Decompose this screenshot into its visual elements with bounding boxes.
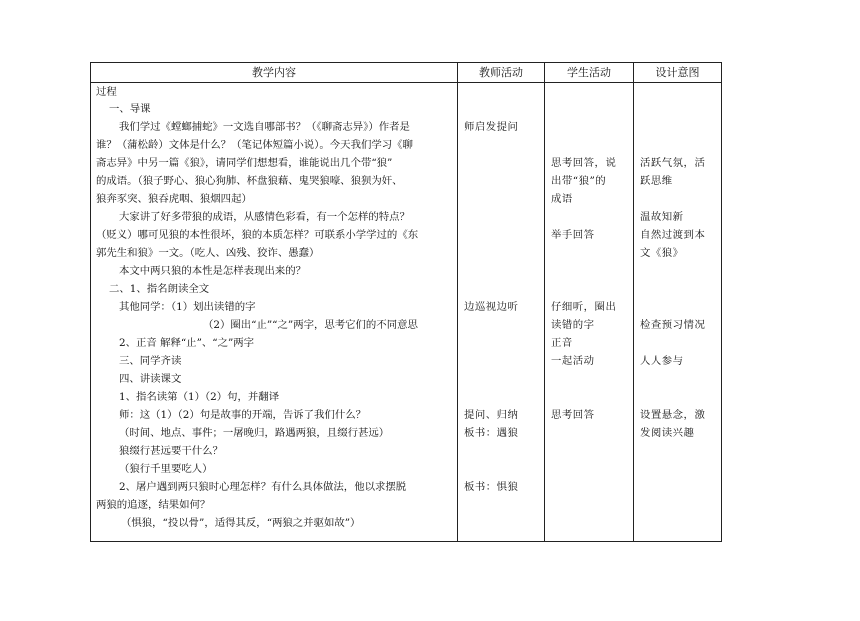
intent-line: 设置悬念，激 xyxy=(640,409,706,421)
header-student: 学生活动 xyxy=(545,63,634,83)
content-line: 三、同学齐读 xyxy=(119,355,182,367)
content-line: 师：这（1）（2）句是故事的开端，告诉了我们什么？ xyxy=(119,409,367,421)
header-teacher: 教师活动 xyxy=(458,63,545,83)
student-line: 一起活动 xyxy=(551,355,595,367)
content-line: 过程 xyxy=(96,86,117,98)
content-line: （时间、地点、事件；一屠晚归，路遇两狼，且缀行甚远） xyxy=(119,427,390,439)
student-line: 思考回答 xyxy=(551,409,595,421)
student-line: 成语 xyxy=(551,193,573,205)
intent-line: 温故知新 xyxy=(640,211,684,223)
intent-line: 发阅读兴趣 xyxy=(640,427,695,439)
content-line: 2、屠户遇到两只狼时心理怎样？有什么具体做法，他以求摆脱 xyxy=(119,481,407,493)
student-line: 思考回答，说 xyxy=(551,157,617,169)
content-line: 一、导课 xyxy=(109,103,151,115)
content-line: 大家讲了好多带狼的成语，从感情色彩看，有一个怎样的特点？ xyxy=(119,211,410,223)
intent-line: 文《狼》 xyxy=(640,247,684,259)
teacher-line: 师启发提问 xyxy=(464,121,519,133)
student-line: 出带“狼”的 xyxy=(551,175,607,187)
body-row xyxy=(91,83,722,542)
intent-line: 自然过渡到本 xyxy=(640,229,706,241)
content-line: 狼缀行甚远要干什么？ xyxy=(119,445,223,457)
content-line: 谁？（蒲松龄）文体是什么？（笔记体短篇小说）。今天我们学习《聊 xyxy=(96,139,413,151)
content-cell xyxy=(91,83,458,542)
content-line: （惧狼，“投以骨”，适得其反，“两狼之并驱如故”） xyxy=(121,517,361,529)
content-line: （狼行千里要吃人） xyxy=(119,463,213,475)
content-line: 其他同学：（1）划出读错的字 xyxy=(119,301,256,313)
teacher-cell xyxy=(458,83,545,542)
intent-line: 检查预习情况 xyxy=(640,319,706,331)
header-intent: 设计意图 xyxy=(634,63,722,83)
content-line: 狼奔豕突、狼吞虎咽、狼烟四起） xyxy=(96,193,252,205)
content-line: 斋志异》中另一篇《狼》，请同学们想想看，谁能说出几个带“狼” xyxy=(96,157,393,169)
content-line: 四、讲读课文 xyxy=(119,373,182,385)
intent-line: 人人参与 xyxy=(640,355,684,367)
intent-line: 活跃气氛，活 xyxy=(640,157,706,169)
student-line: 仔细听，圈出 xyxy=(551,301,617,313)
teacher-line: 板书：遇狼 xyxy=(464,427,519,439)
student-line: 正音 xyxy=(551,337,573,349)
content-line: 1、指名读第（1）（2）句，并翻译 xyxy=(119,391,280,403)
content-line: 我们学过《螳螂捕蛇》一文选自哪部书？（《聊斋志异》）作者是 xyxy=(119,121,410,133)
teacher-line: 板书：惧狼 xyxy=(464,481,519,493)
teacher-line: 提问、归纳 xyxy=(464,409,519,421)
student-cell xyxy=(545,83,634,542)
teacher-line: 边巡视边听 xyxy=(464,301,519,313)
intent-line: 跃思维 xyxy=(640,175,673,187)
intent-cell xyxy=(634,83,722,542)
content-line: 2、正音 解释“止”、“之”两字 xyxy=(119,337,255,349)
content-line: 的成语。（狼子野心、狼心狗肺、杯盘狼藉、鬼哭狼嚎、狼狈为奸、 xyxy=(96,175,403,187)
content-line: 本文中两只狼的本性是怎样表现出来的？ xyxy=(119,265,307,277)
student-line: 读错的字 xyxy=(551,319,595,331)
header-row xyxy=(91,63,722,83)
student-line: 举手回答 xyxy=(551,229,595,241)
header-content: 教学内容 xyxy=(91,63,458,83)
content-line: （贬义）哪可见狼的本性很坏，狼的本质怎样？可联系小学学过的《东 xyxy=(96,229,419,241)
lesson-plan-table xyxy=(90,62,722,542)
content-line: 两狼的追逐，结果如何？ xyxy=(96,499,211,511)
content-line: 郭先生和狼》一文。（吃人、凶残、狡诈、愚蠢） xyxy=(96,247,320,259)
content-line: 二、1、指名朗读全文 xyxy=(109,283,210,295)
content-line: （2）圈出“止”“之”两字，思考它们的不同意思 xyxy=(203,319,418,331)
